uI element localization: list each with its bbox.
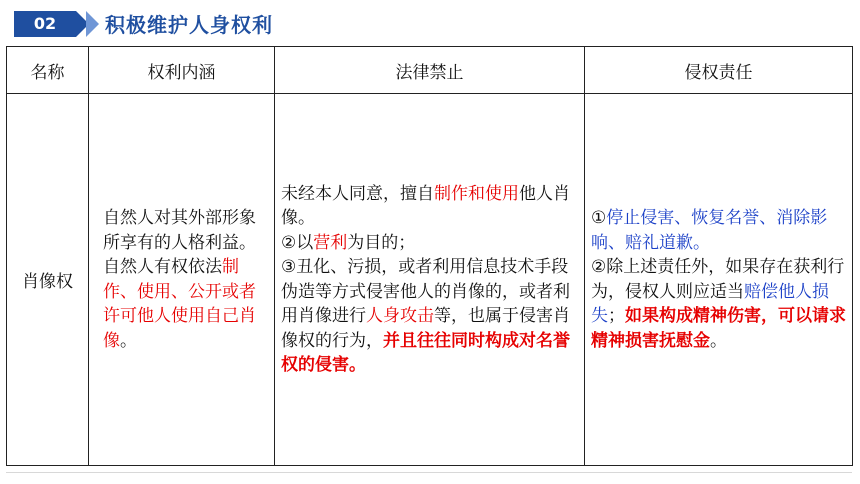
prohibition-item-3: ③丑化、污损，或者利用信息技术手段伪造等方式侵害他人的肖像的，或者利用肖像进行人身攻击等，也属于侵害肖像权的行为，并且往往同时构成对名誉权的侵害。 (281, 257, 570, 375)
prohibition-cell (275, 94, 585, 466)
table-row (7, 94, 853, 466)
table-header-row (7, 47, 853, 94)
right-name-cell: 肖像权 (7, 94, 89, 466)
connotation-end: 。 (120, 330, 137, 351)
chevron-right-icon (86, 11, 99, 37)
liability-item-2: ②除上述责任外，如果存在获利行为，侵权人则应适当赔偿他人损失；如果构成精神伤害，可以请求精神损害抚慰金。 (591, 257, 846, 351)
divider (6, 472, 852, 473)
column-header-prohibition: 法律禁止 (275, 47, 585, 94)
connotation-cell (89, 94, 275, 466)
liability-cell (585, 94, 853, 466)
liability-item-1: ①停止侵害、恢复名誉、消除影响、赔礼道歉。 (591, 208, 828, 253)
column-header-name: 名称 (7, 47, 89, 94)
section-header (0, 0, 860, 46)
section-title: 积极维护人身权利 (105, 13, 273, 37)
column-header-connotation: 权利内涵 (89, 47, 275, 94)
prohibition-item-2: ②以营利为目的； (281, 232, 416, 253)
connotation-highlight: 制作、使用、公开或者许可他人使用自己肖像 (103, 257, 256, 351)
portrait-rights-table (6, 46, 852, 466)
section-number-badge: 02 (14, 11, 76, 37)
prohibition-item-1: 未经本人同意，擅自制作和使用他人肖像。 (281, 183, 570, 228)
connotation-text: 自然人对其外部形象所享有的人格利益。自然人有权依法 (103, 208, 256, 277)
column-header-liability: 侵权责任 (585, 47, 853, 94)
